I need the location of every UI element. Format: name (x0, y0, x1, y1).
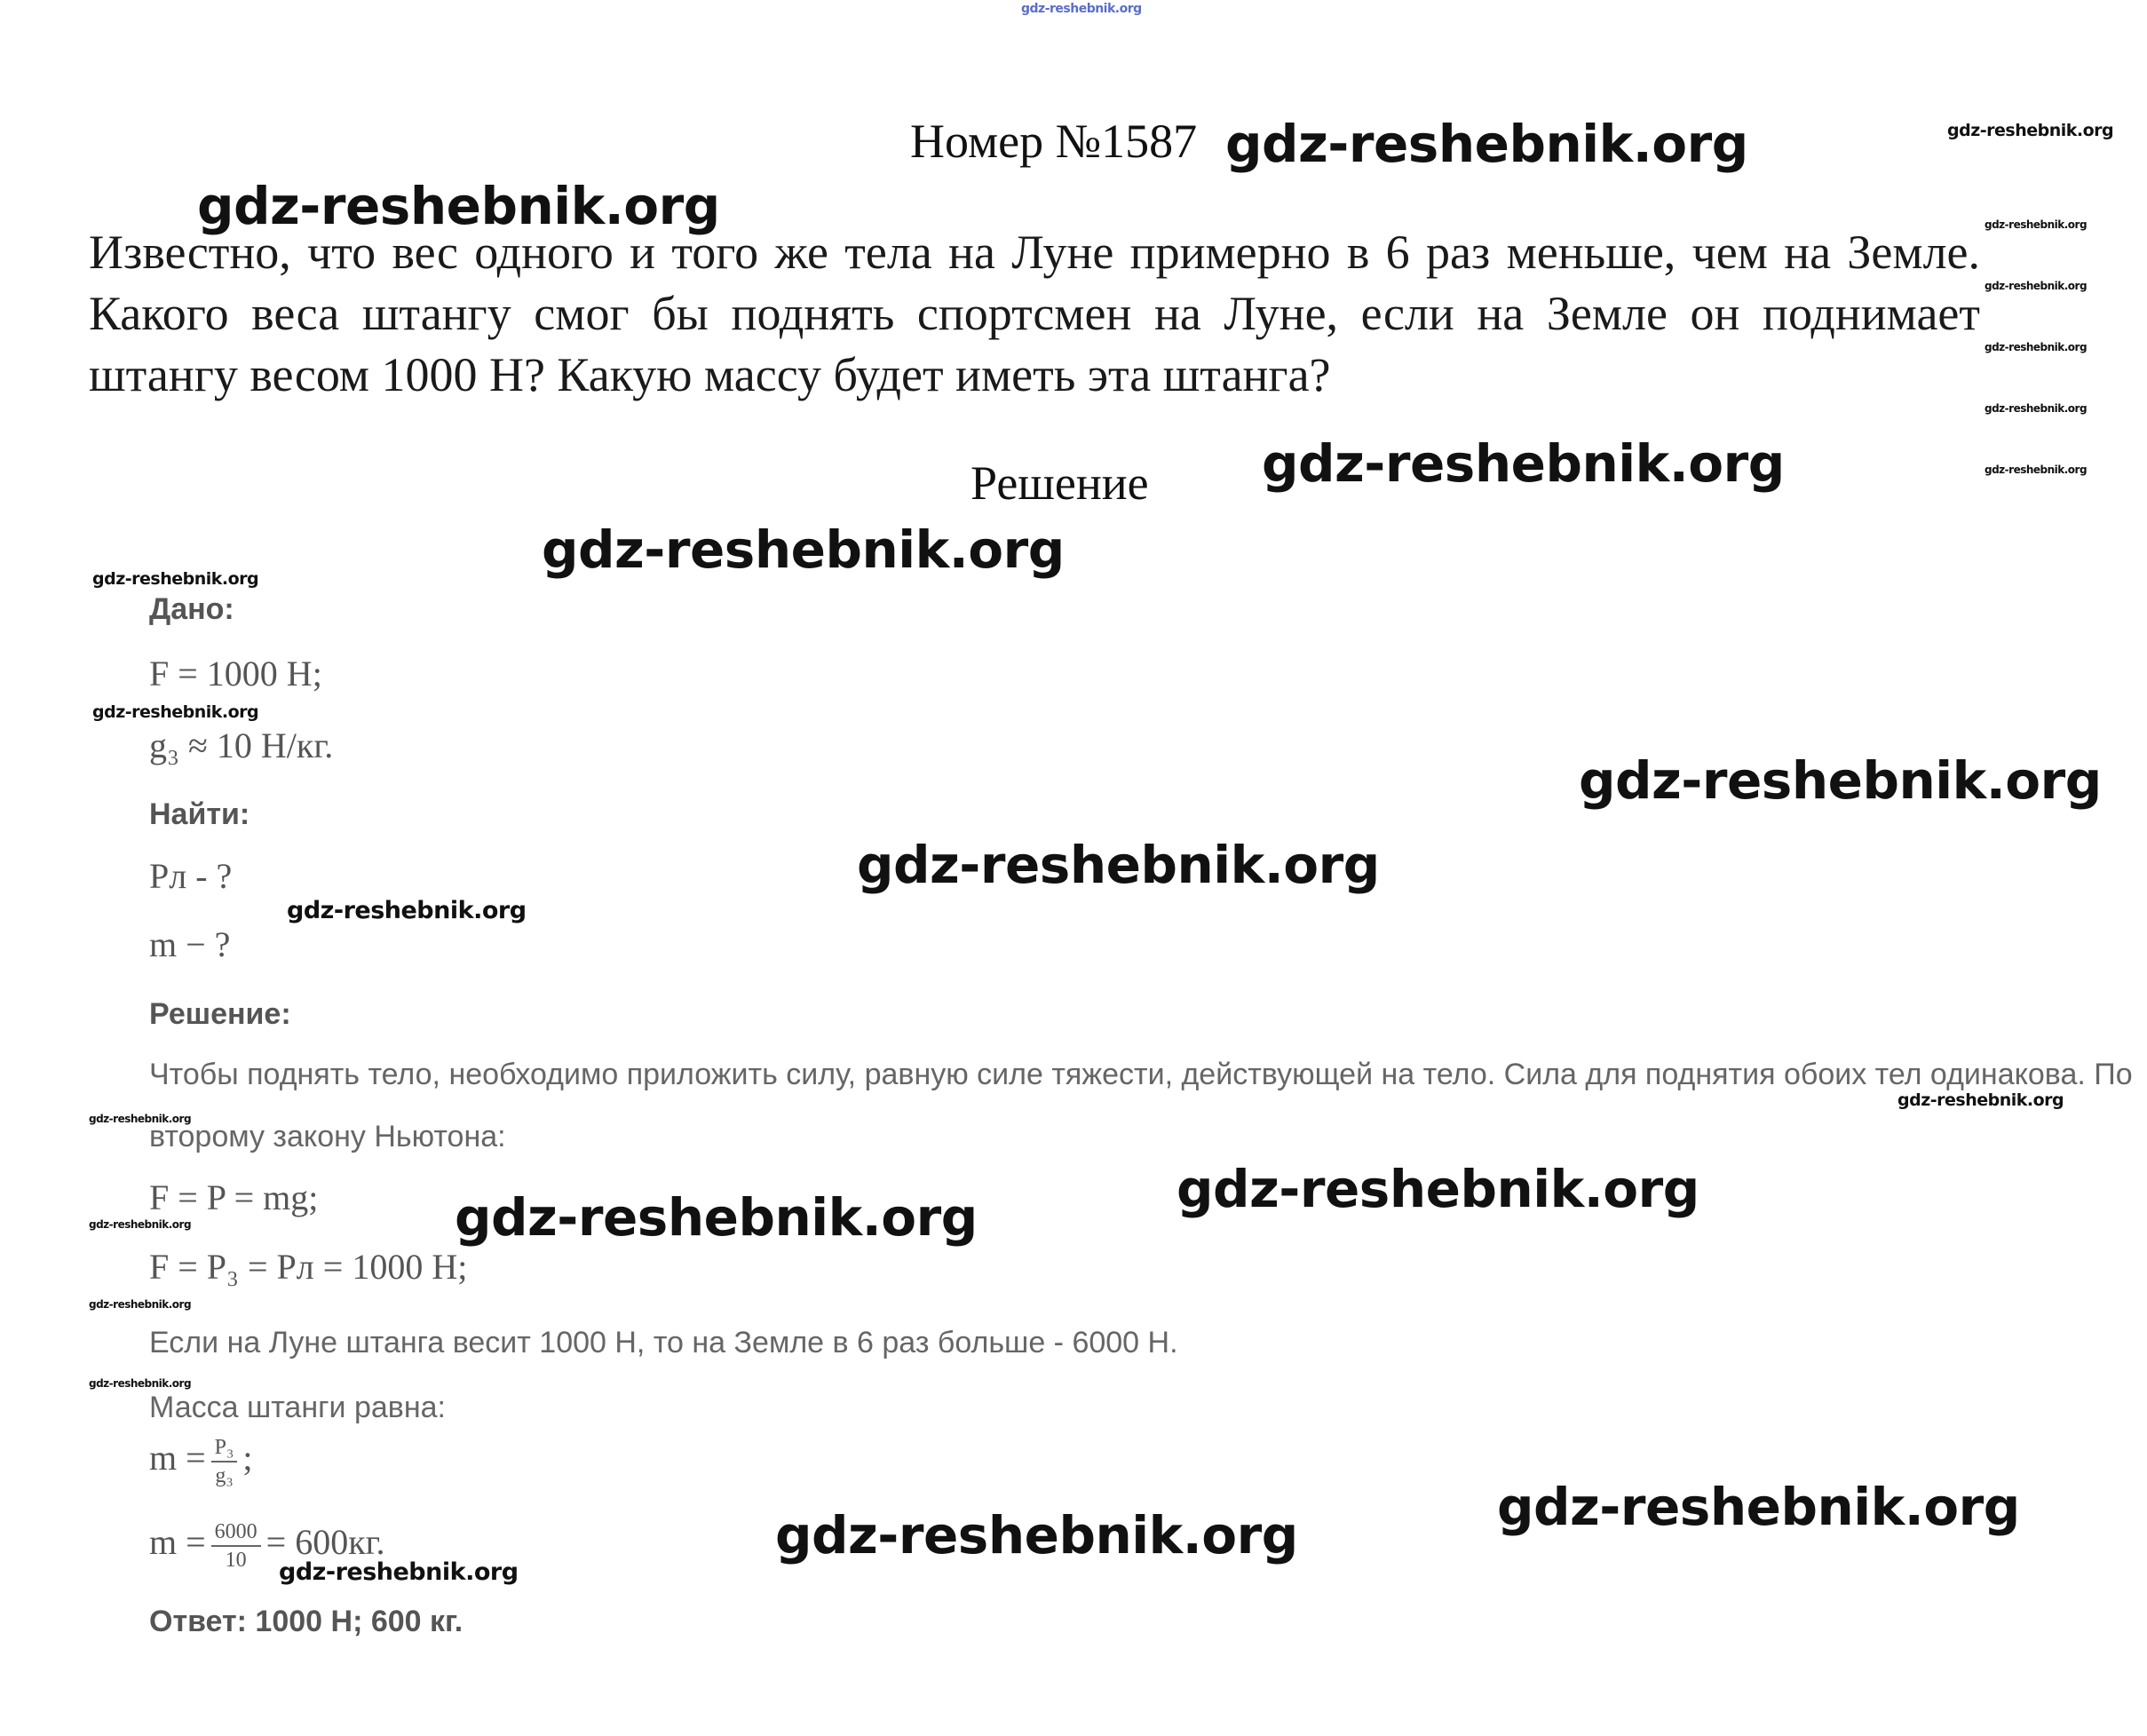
solution-text-line1: Чтобы поднять тело, необходимо приложить силу, равную силе тяжести, действующей на тело. Сила для поднятия обоих тел одинакова. По (149, 1058, 2133, 1091)
solution-label: Решение: (149, 997, 291, 1031)
answer: Ответ: 1000 Н; 600 кг. (149, 1605, 463, 1638)
watermark: gdz-reshebnik.org (89, 1298, 192, 1311)
fraction-6000-over-10: $\frac{6000}{10}$ (211, 1518, 261, 1573)
problem-text: Известно, что вес одного и того же тела на Луне примерно в 6 раз меньше, чем на Земле. Какого веса штангу смог бы поднять спортсмен на Луне, если на Земле он поднимает штангу весом 1000 Н? Какую массу будет иметь эта штанга? (89, 226, 1980, 401)
find-weight: Pл - ? (149, 856, 233, 896)
solution-text-mass: Масса штанги равна: (149, 1391, 446, 1424)
watermark: gdz-reshebnik.org (1497, 1477, 2020, 1537)
watermark: gdz-reshebnik.org (89, 1377, 192, 1390)
equation-newton: F = P = mg; (149, 1177, 319, 1217)
watermark: gdz-reshebnik.org (1947, 121, 2114, 140)
watermark: gdz-reshebnik.org (279, 1558, 519, 1586)
equation-forces: F = P₃ = Pл = 1000 Н; (149, 1247, 468, 1287)
watermark: gdz-reshebnik.org (1985, 280, 2088, 292)
watermark: gdz-reshebnik.org (1176, 1159, 1699, 1219)
watermark: gdz-reshebnik.org (1985, 464, 2088, 476)
watermark: gdz-reshebnik.org (92, 569, 259, 589)
solution-text-earth: Если на Луне штанга весит 1000 Н, то на Земле в 6 раз больше - 6000 Н. (149, 1326, 1178, 1359)
equation-mass-value: m = $\frac{6000}{10}$ = 600кг. (149, 1520, 385, 1572)
watermark: gdz-reshebnik.org (92, 702, 259, 722)
watermark: gdz-reshebnik.org (1225, 114, 1748, 174)
watermark: gdz-reshebnik.org (455, 1187, 978, 1248)
solution-heading: Решение (971, 456, 1149, 510)
watermark: gdz-reshebnik.org (857, 835, 1380, 895)
equation-mass-formula: m = $\frac{\text{P₃}}{\text{g₃}}$ ; (149, 1436, 253, 1487)
watermark: gdz-reshebnik.org (1985, 402, 2088, 415)
watermark: gdz-reshebnik.org (1985, 341, 2088, 353)
watermark: gdz-reshebnik.org (1579, 750, 2102, 811)
find-mass: m − ? (149, 924, 231, 964)
fraction-p-over-g: $\frac{\text{P₃}}{\text{g₃}}$ (211, 1434, 238, 1489)
given-force: F = 1000 Н; (149, 654, 322, 694)
problem-number: Номер №1587 (910, 115, 1198, 168)
watermark: gdz-reshebnik.org (1897, 1090, 2064, 1110)
watermark: gdz-reshebnik.org (1262, 433, 1785, 494)
watermark: gdz-reshebnik.org (775, 1505, 1298, 1566)
watermark: gdz-reshebnik.org (197, 176, 720, 236)
solution-text-line2: второму закону Ньютона: (149, 1120, 506, 1153)
watermark: gdz-reshebnik.org (89, 1218, 192, 1231)
given-gravity: g₃ ≈ 10 Н/кг. (149, 725, 334, 765)
watermark: gdz-reshebnik.org (1985, 218, 2088, 231)
watermark: gdz-reshebnik.org (287, 897, 527, 924)
watermark: gdz-reshebnik.org (542, 519, 1065, 580)
given-label: Дано: (149, 592, 234, 626)
find-label: Найти: (149, 797, 250, 831)
watermark-top: gdz-reshebnik.org (1021, 2, 1142, 16)
watermark: gdz-reshebnik.org (89, 1113, 192, 1125)
